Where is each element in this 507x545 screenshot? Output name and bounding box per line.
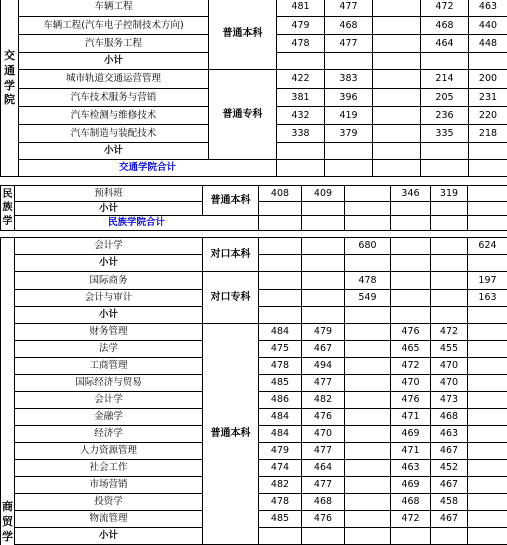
table-jiaotong: [0, 0, 507, 177]
value-cell: 468: [391, 494, 431, 511]
value-cell: 476: [391, 392, 431, 409]
value-cell: 467: [302, 341, 345, 358]
value-cell: [345, 341, 391, 358]
value-cell: 477: [302, 477, 345, 494]
value-cell: [391, 238, 431, 255]
table-row: [1, 186, 507, 202]
value-cell: 379: [325, 125, 373, 143]
value-cell: 467: [431, 443, 468, 460]
value-cell: 422: [277, 70, 325, 89]
major-name: 会计学: [15, 238, 203, 255]
value-cell: 464: [421, 35, 469, 53]
major-name: 会计与审计: [15, 290, 203, 307]
major-name: 工商管理: [15, 358, 203, 375]
value-cell: 472: [391, 511, 431, 528]
value-cell: [391, 272, 431, 290]
value-cell: 467: [431, 477, 468, 494]
value-cell: 472: [431, 324, 468, 341]
value-cell: [302, 272, 345, 290]
value-cell: 476: [391, 324, 431, 341]
value-cell: [345, 186, 391, 202]
table-row: [1, 238, 507, 255]
value-cell: 468: [325, 17, 373, 35]
subtotal-label: 小计: [15, 202, 203, 216]
value-cell: 484: [259, 324, 302, 341]
value-cell: 494: [302, 358, 345, 375]
value-cell: [345, 409, 391, 426]
value-cell: [345, 460, 391, 477]
subtotal-label: 小计: [15, 528, 203, 545]
value-cell: 463: [469, 0, 507, 17]
value-cell: [302, 238, 345, 255]
major-name: 物流管理: [15, 511, 203, 528]
value-cell: 468: [431, 409, 468, 426]
major-name: 法学: [15, 341, 203, 358]
value-cell: 473: [431, 392, 468, 409]
value-cell: 197: [468, 272, 507, 290]
major-name: 金融学: [15, 409, 203, 426]
value-cell: 482: [302, 392, 345, 409]
value-cell: 455: [431, 341, 468, 358]
value-cell: [259, 290, 302, 307]
table-shangmao: [0, 237, 507, 545]
major-name: 汽车检测与维修技术: [19, 107, 209, 125]
type-label: 对口专科: [203, 272, 259, 324]
value-cell: 470: [391, 375, 431, 392]
value-cell: 409: [302, 186, 345, 202]
value-cell: 432: [277, 107, 325, 125]
table-row: [1, 0, 507, 17]
value-cell: 396: [325, 89, 373, 107]
major-name: 人力资源管理: [15, 443, 203, 460]
value-cell: 478: [259, 494, 302, 511]
value-cell: [391, 290, 431, 307]
value-cell: [373, 89, 421, 107]
value-cell: [373, 0, 421, 17]
value-cell: [345, 477, 391, 494]
value-cell: 465: [391, 341, 431, 358]
value-cell: 419: [325, 107, 373, 125]
value-cell: 484: [259, 409, 302, 426]
major-name: 经济学: [15, 426, 203, 443]
major-name: 财务管理: [15, 324, 203, 341]
value-cell: [345, 426, 391, 443]
value-cell: 479: [302, 324, 345, 341]
table-row: [1, 272, 507, 290]
value-cell: 478: [277, 35, 325, 53]
major-name: 车辆工程: [19, 0, 209, 17]
type-label: 普通本科: [209, 0, 277, 70]
value-cell: [345, 494, 391, 511]
value-cell: 624: [468, 238, 507, 255]
major-name: 市场营销: [15, 477, 203, 494]
type-label: 普通本科: [203, 324, 259, 545]
value-cell: [345, 443, 391, 460]
value-cell: 231: [469, 89, 507, 107]
value-cell: 470: [431, 375, 468, 392]
value-cell: [373, 70, 421, 89]
type-label: 普通专科: [209, 70, 277, 160]
college-total-label: 交通学院合计: [19, 160, 277, 177]
value-cell: 475: [259, 341, 302, 358]
value-cell: 479: [259, 443, 302, 460]
value-cell: 338: [277, 125, 325, 143]
value-cell: [345, 324, 391, 341]
value-cell: 408: [259, 186, 302, 202]
major-name: 预科班: [15, 186, 203, 202]
value-cell: 205: [421, 89, 469, 107]
value-cell: 485: [259, 375, 302, 392]
subtotal-label: 小计: [19, 53, 209, 70]
value-cell: 335: [421, 125, 469, 143]
value-cell: 218: [469, 125, 507, 143]
college-total-label: 民族学院合计: [15, 216, 259, 231]
major-name: 汽车服务工程: [19, 35, 209, 53]
type-label: 对口本科: [203, 238, 259, 272]
value-cell: 476: [302, 511, 345, 528]
value-cell: [345, 511, 391, 528]
value-cell: [345, 375, 391, 392]
major-name: 社会工作: [15, 460, 203, 477]
major-name: 汽车技术服务与营销: [19, 89, 209, 107]
value-cell: [373, 125, 421, 143]
value-cell: 346: [391, 186, 431, 202]
value-cell: 470: [431, 358, 468, 375]
value-cell: 482: [259, 477, 302, 494]
value-cell: 477: [325, 0, 373, 17]
value-cell: 471: [391, 409, 431, 426]
value-cell: 479: [277, 17, 325, 35]
table-row: [1, 324, 507, 341]
value-cell: [259, 238, 302, 255]
major-name: 城市轨道交通运营管理: [19, 70, 209, 89]
value-cell: 319: [431, 186, 468, 202]
subtotal-label: 小计: [15, 255, 203, 272]
table-minzu: [0, 185, 507, 231]
value-cell: 484: [259, 426, 302, 443]
major-name: 国际商务: [15, 272, 203, 290]
value-cell: 485: [259, 511, 302, 528]
value-cell: 163: [468, 290, 507, 307]
value-cell: [302, 290, 345, 307]
total-row: [1, 160, 507, 177]
value-cell: 452: [431, 460, 468, 477]
subtotal-label: 小计: [15, 307, 203, 324]
value-cell: 477: [325, 35, 373, 53]
value-cell: 214: [421, 70, 469, 89]
value-cell: 383: [325, 70, 373, 89]
value-cell: 220: [469, 107, 507, 125]
value-cell: 381: [277, 89, 325, 107]
value-cell: 448: [469, 35, 507, 53]
college-label: 交通学院: [1, 0, 19, 160]
value-cell: 467: [431, 511, 468, 528]
value-cell: 472: [391, 358, 431, 375]
major-name: 投资学: [15, 494, 203, 511]
value-cell: 236: [421, 107, 469, 125]
value-cell: 470: [302, 426, 345, 443]
table-row: [1, 70, 507, 89]
value-cell: 481: [277, 0, 325, 17]
value-cell: [345, 392, 391, 409]
type-label: 普通本科: [203, 186, 259, 216]
value-cell: 478: [259, 358, 302, 375]
value-cell: 469: [391, 426, 431, 443]
value-cell: 463: [391, 460, 431, 477]
value-cell: 486: [259, 392, 302, 409]
value-cell: 469: [391, 477, 431, 494]
college-label: 商贸学: [1, 238, 15, 545]
value-cell: 477: [302, 443, 345, 460]
value-cell: 471: [391, 443, 431, 460]
value-cell: [373, 107, 421, 125]
value-cell: [259, 272, 302, 290]
value-cell: 680: [345, 238, 391, 255]
value-cell: 476: [302, 409, 345, 426]
value-cell: 478: [345, 272, 391, 290]
value-cell: [373, 35, 421, 53]
value-cell: 458: [431, 494, 468, 511]
value-cell: 440: [469, 17, 507, 35]
total-row: [1, 216, 507, 231]
value-cell: 463: [431, 426, 468, 443]
major-name: 汽车制造与装配技术: [19, 125, 209, 143]
value-cell: 464: [302, 460, 345, 477]
value-cell: 200: [469, 70, 507, 89]
subtotal-label: 小计: [19, 143, 209, 160]
value-cell: 472: [421, 0, 469, 17]
value-cell: [345, 358, 391, 375]
major-name: 车辆工程(汽车电子控制技术方向): [19, 17, 209, 35]
value-cell: 477: [302, 375, 345, 392]
value-cell: 468: [302, 494, 345, 511]
major-name: 国际经济与贸易: [15, 375, 203, 392]
value-cell: 474: [259, 460, 302, 477]
value-cell: 468: [421, 17, 469, 35]
value-cell: 549: [345, 290, 391, 307]
major-name: 会计学: [15, 392, 203, 409]
college-label: 民族学: [1, 186, 15, 231]
value-cell: [373, 17, 421, 35]
